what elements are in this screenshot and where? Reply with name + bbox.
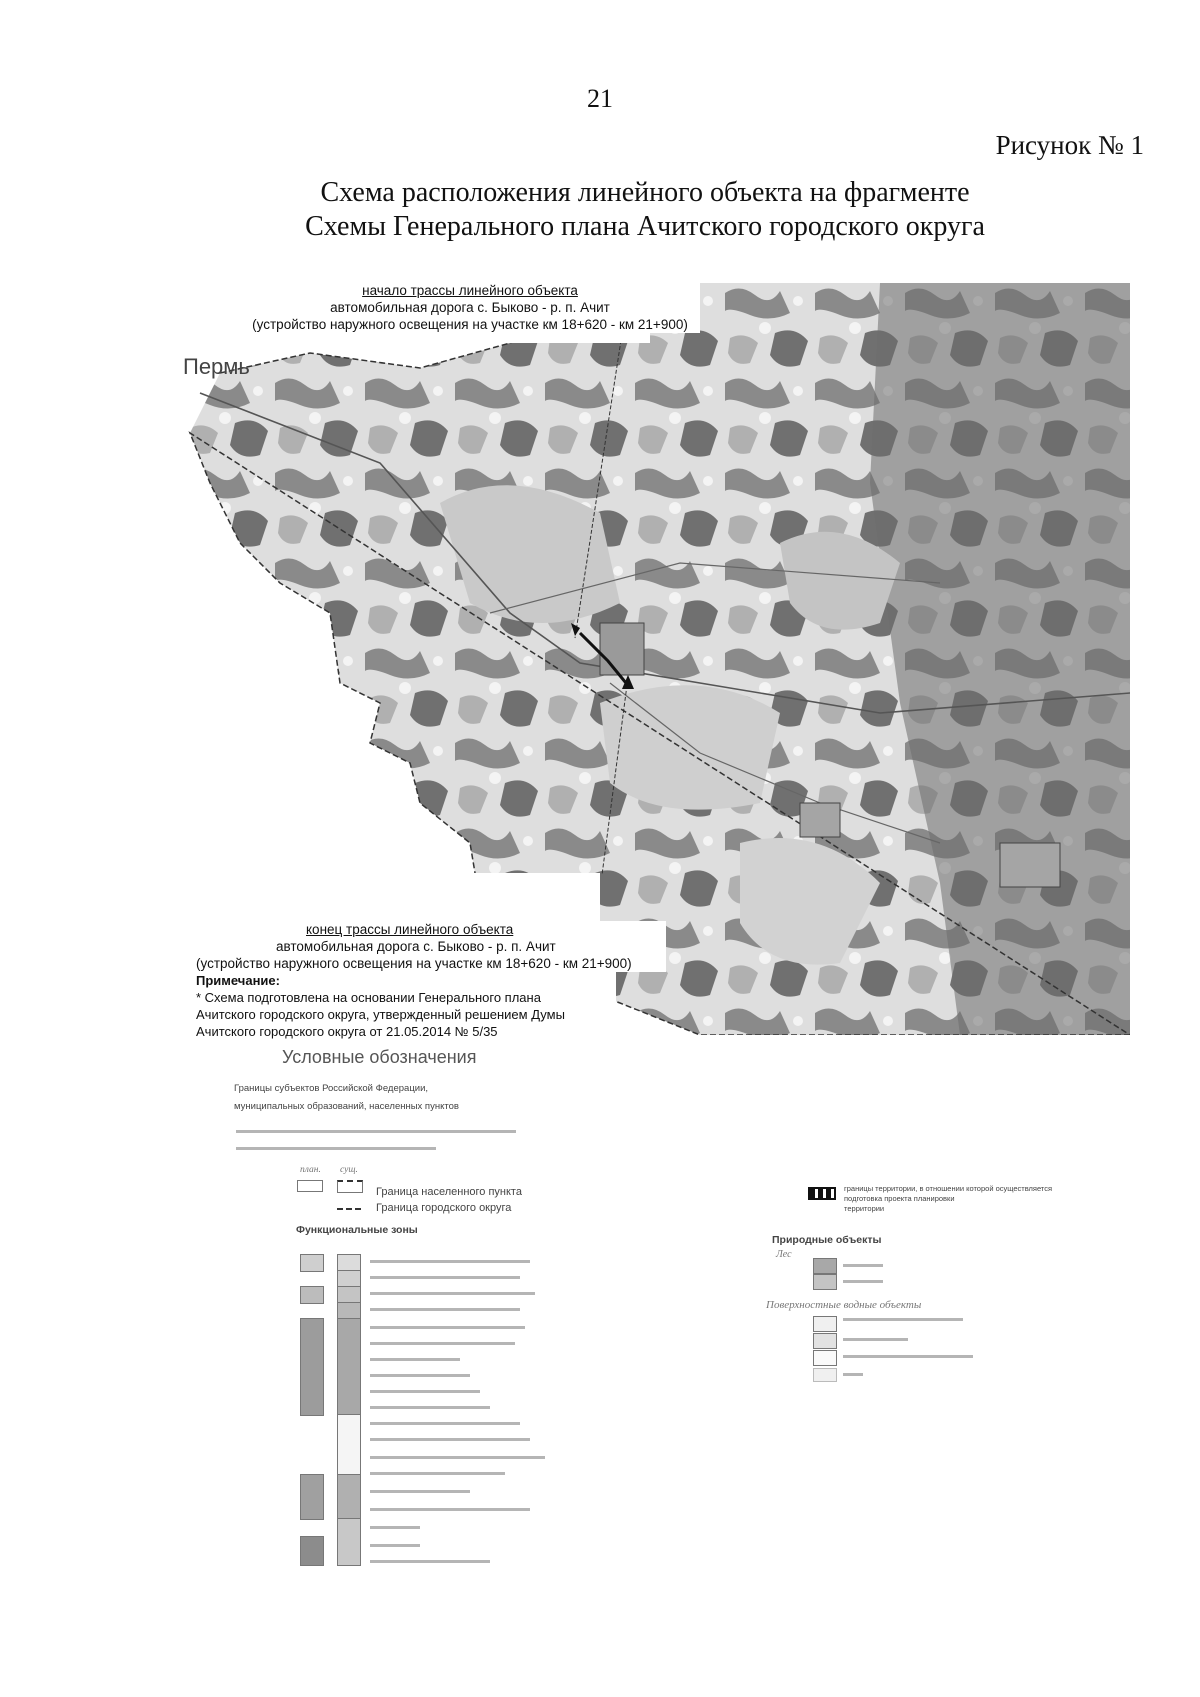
legend-faint-line (236, 1147, 436, 1150)
water-swatch-4 (813, 1368, 837, 1382)
zone-swatch (337, 1474, 361, 1520)
legend-col-planned: план. (300, 1165, 321, 1175)
legend-faint-line (370, 1374, 470, 1377)
legend-faint-line (843, 1338, 908, 1341)
zone-swatch (300, 1474, 324, 1520)
zone-swatch (337, 1518, 361, 1566)
start-callout-heading: начало трассы линейного объекта (362, 283, 578, 298)
legend-boundaries-heading-1: Границы субъектов Российской Федерации, (234, 1083, 429, 1094)
legend-faint-line (236, 1130, 516, 1133)
legend-faint-line (843, 1264, 883, 1267)
route-end-callout (196, 921, 666, 972)
legend-faint-line (370, 1438, 530, 1441)
note-heading: Примечание: (196, 973, 280, 988)
water-swatch-2 (813, 1333, 837, 1349)
legend-faint-line (370, 1490, 470, 1493)
legend-faint-line (370, 1544, 420, 1547)
legend-faint-line (370, 1260, 530, 1263)
end-callout-road: автомобильная дорога с. Быково - р. п. Ачит (276, 939, 556, 954)
note-line-1: * Схема подготовлена на основании Генерального плана (196, 990, 541, 1005)
city-label-perm: Пермь (183, 354, 250, 379)
settlement-boundary-swatch-planned (297, 1180, 323, 1192)
zone-swatch (300, 1318, 324, 1416)
title-line-1: Схема расположения линейного объекта на фрагменте (320, 177, 970, 208)
legend-faint-line (370, 1326, 525, 1329)
legend-natural-objects: Природные объекты (772, 1234, 882, 1246)
zone-swatch (300, 1536, 324, 1566)
forest-swatch-2 (813, 1274, 837, 1290)
legend-faint-line (370, 1406, 490, 1409)
legend-planning-territory-2: подготовка проекта планировки (844, 1194, 955, 1203)
document-title (0, 176, 1200, 244)
page-number: 21 (587, 84, 613, 113)
legend-col-existing: сущ. (340, 1165, 358, 1175)
figure-label: Рисунок № 1 (995, 130, 1144, 160)
title-line-2: Схемы Генерального плана Ачитского городского округа (305, 211, 985, 242)
legend-title: Условные обозначения (282, 1047, 477, 1067)
legend-planning-territory-3: территории (844, 1204, 885, 1213)
legend-faint-line (843, 1355, 973, 1358)
legend-faint-line (370, 1422, 520, 1425)
map-note (196, 972, 616, 1040)
end-callout-heading: конец трассы линейного объекта (306, 922, 514, 937)
water-swatch-3 (813, 1350, 837, 1366)
start-callout-section: (устройство наружного освещения на участке км 18+620 - км 21+900) (252, 317, 688, 332)
route-start-callout (240, 282, 700, 333)
legend-faint-line (370, 1358, 460, 1361)
legend-planning-territory-1: границы территории, в отношении которой осуществляется (844, 1184, 1053, 1193)
zone-swatch (300, 1286, 324, 1304)
legend-faint-line (843, 1318, 963, 1321)
legend-faint-line (370, 1456, 545, 1459)
zone-swatch (337, 1318, 361, 1416)
forest-swatch (813, 1258, 837, 1274)
note-line-3: Ачитского городского округа от 21.05.2014 № 5/35 (196, 1024, 498, 1039)
district-boundary-swatch (337, 1198, 361, 1210)
zone-swatch (300, 1254, 324, 1272)
legend-faint-line (843, 1280, 883, 1283)
legend-faint-line (370, 1308, 520, 1311)
end-callout-section: (устройство наружного освещения на участке км 18+620 - км 21+900) (196, 956, 632, 971)
zone-swatch (337, 1414, 361, 1476)
legend-faint-line (370, 1276, 520, 1279)
legend-faint-line (370, 1472, 505, 1475)
legend-forest: Лес (776, 1249, 792, 1260)
legend-settlement-boundary: Граница населенного пункта (376, 1186, 522, 1198)
legend-faint-line (370, 1390, 480, 1393)
legend-district-boundary: Граница городского округа (376, 1202, 512, 1214)
legend-boundaries-heading-2: муниципальных образований, населенных пунктов (234, 1101, 459, 1112)
legend-functional-zones: Функциональные зоны (296, 1224, 418, 1236)
water-swatch (813, 1316, 837, 1332)
settlement-boundary-swatch-existing (337, 1180, 363, 1193)
legend-surface-water: Поверхностные водные объекты (766, 1299, 922, 1311)
note-line-2: Ачитского городского округа, утвержденный решением Думы (196, 1007, 565, 1022)
legend-faint-line (843, 1373, 863, 1376)
legend-faint-line (370, 1560, 490, 1563)
legend-faint-line (370, 1508, 530, 1511)
legend-faint-line (370, 1526, 420, 1529)
planning-territory-swatch (808, 1187, 836, 1200)
legend-faint-line (370, 1342, 515, 1345)
start-callout-road: автомобильная дорога с. Быково - р. п. Ачит (330, 300, 610, 315)
legend-faint-line (370, 1292, 535, 1295)
